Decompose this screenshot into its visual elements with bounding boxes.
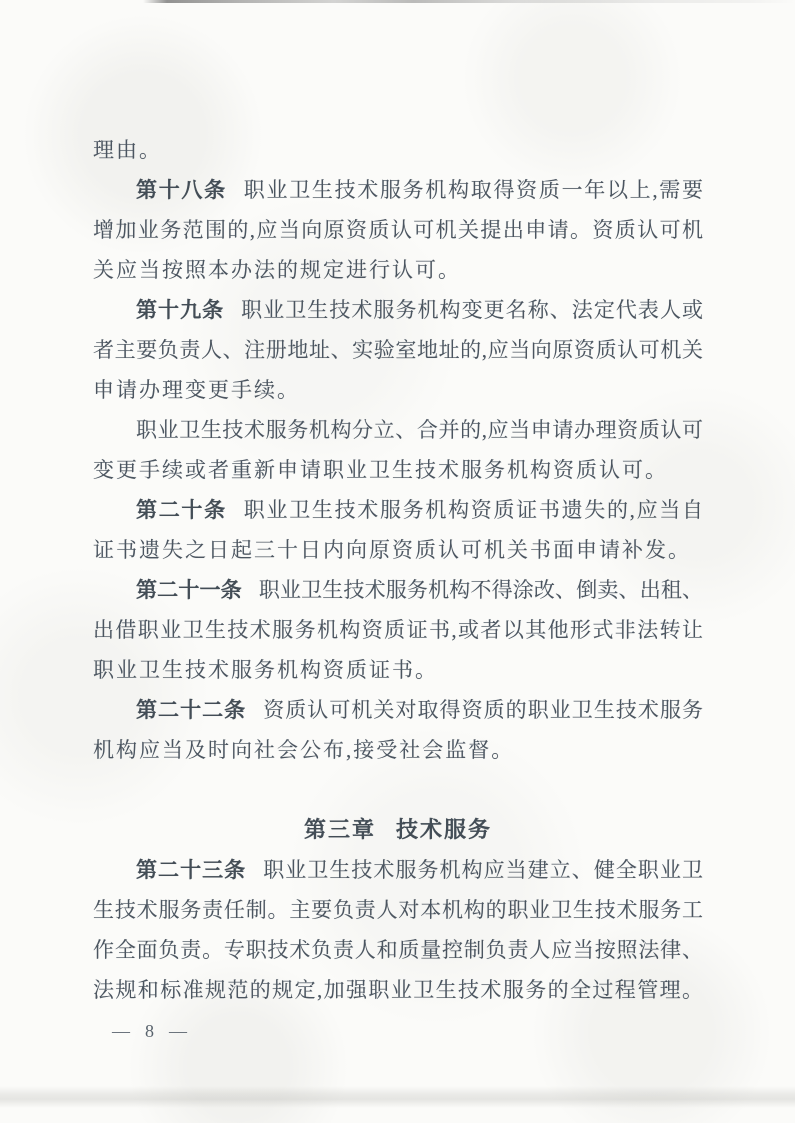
scan-artifact-bottom-band [0,1086,795,1108]
chapter-number: 第三章 [303,817,376,842]
chapter-title: 技术服务 [396,817,493,842]
body-line [93,370,703,410]
line-text: 职业卫生技术服务机构资质证书。 [93,658,438,682]
line-text: 增加业务范围的,应当向原资质认可机关提出申请。资质认可机 [93,218,703,242]
article-20-line [93,490,703,530]
article-18-number: 第十八条 [136,179,227,202]
article-22-line [93,690,703,730]
article-20-number: 第二十条 [136,499,227,522]
body-line [93,330,703,370]
chapter-3-heading [93,810,703,850]
body-line [93,970,703,1010]
body-line [93,210,703,250]
line-text: 者主要负责人、注册地址、实验室地址的,应当向原资质认可机关 [93,338,703,362]
scan-artifact-top-edge [0,0,795,3]
line-text: 生技术服务责任制。主要负责人对本机构的职业卫生技术服务工 [93,898,703,922]
line-text: 职业卫生技术服务机构取得资质一年以上,需要 [243,178,704,202]
line-text: 关应当按照本办法的规定进行认可。 [93,258,461,282]
line-text: 资质认可机关对取得资质的职业卫生技术服务 [263,698,704,722]
article-22-number: 第二十二条 [136,699,247,722]
line-text: 机构应当及时向社会公布,接受社会监督。 [93,738,515,762]
article-23-line [93,850,703,890]
article-21-line [93,570,703,610]
article-21-number: 第二十一条 [136,579,242,602]
body-line [93,890,703,930]
blank-line [93,770,703,810]
body-line [93,650,703,690]
line-text: 理由。 [93,138,162,162]
article-19-line [93,290,703,330]
paragraph-continuation-line [93,130,703,170]
body-line [93,930,703,970]
line-text: 法规和标准规范的规定,加强职业卫生技术服务的全过程管理。 [93,978,703,1002]
body-line [93,530,703,570]
footer-left-dash: — [112,1021,130,1041]
page-footer [112,1016,187,1046]
line-text: 申请办理变更手续。 [93,378,300,402]
line-text: 出借职业卫生技术服务机构资质证书,或者以其他形式非法转让 [93,618,703,642]
line-text: 变更手续或者重新申请职业卫生技术服务机构资质认可。 [93,458,668,482]
article-23-number: 第二十三条 [136,859,247,882]
article-18-line [93,170,703,210]
line-text: 职业卫生技术服务机构分立、合并的,应当申请办理资质认可 [136,418,703,442]
line-text: 职业卫生技术服务机构变更名称、法定代表人或 [241,298,704,322]
body-line [93,610,703,650]
body-line [93,250,703,290]
footer-right-dash: — [169,1021,187,1041]
line-text: 职业卫生技术服务机构应当建立、健全职业卫 [263,858,704,882]
article-19-number: 第十九条 [136,299,225,322]
page-number: 8 [145,1021,154,1041]
line-text: 职业卫生技术服务机构资质证书遗失的,应当自 [243,498,704,522]
line-text: 职业卫生技术服务机构不得涂改、倒卖、出租、 [258,578,704,602]
body-line [93,410,703,450]
body-line [93,450,703,490]
line-text: 作全面负责。专职技术负责人和质量控制负责人应当按照法律、 [93,938,703,962]
body-line [93,730,703,770]
line-text: 证书遗失之日起三十日内向原资质认可机关书面申请补发。 [93,538,691,562]
document-body [93,130,703,1010]
